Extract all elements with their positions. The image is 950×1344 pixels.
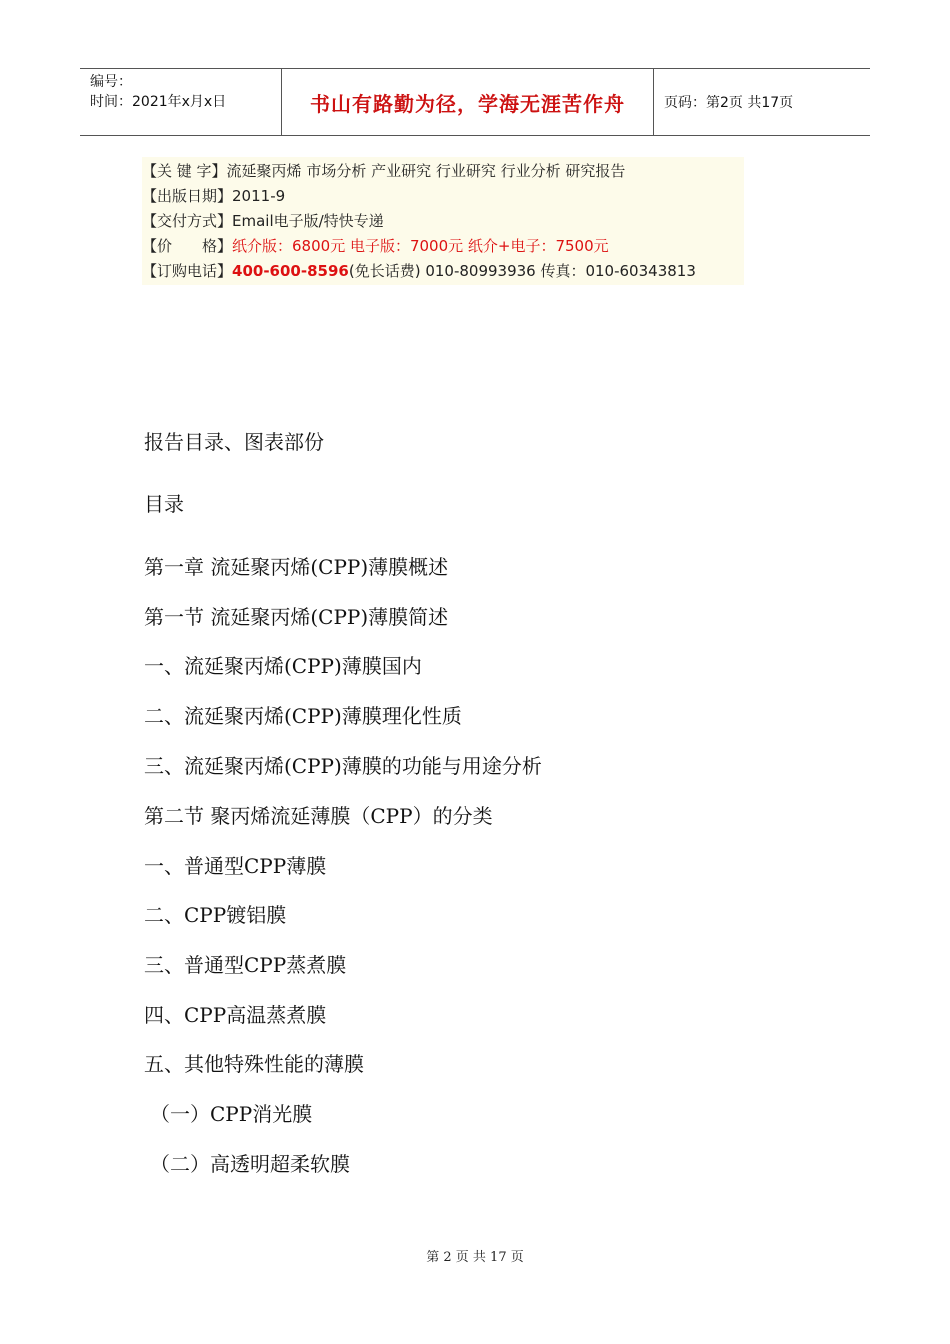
toc-item: 二、流延聚丙烯(CPP)薄膜理化性质 — [144, 704, 462, 728]
info-delivery: Email电子版/特快专递 — [232, 212, 384, 230]
info-price: 纸介版：6800元 电子版：7000元 纸介+电子：7500元 — [232, 237, 609, 255]
info-date: 2011-9 — [232, 187, 286, 205]
page-header — [80, 68, 870, 136]
info-delivery-label: 【交付方式】 — [142, 212, 233, 230]
toc-item: 三、流延聚丙烯(CPP)薄膜的功能与用途分析 — [144, 754, 542, 778]
toc-item: 一、流延聚丙烯(CPP)薄膜国内 — [144, 654, 422, 678]
toc-item: 一、普通型CPP薄膜 — [144, 854, 327, 878]
header-page-cell — [654, 69, 870, 135]
report-info-block — [142, 157, 744, 285]
info-phone-rest: (免长话费) 010-80993936 传真：010-60343813 — [348, 262, 696, 280]
toc-heading: 目录 — [144, 492, 184, 516]
info-phone-hotline: 400-600-8596 — [232, 262, 349, 280]
info-date-label: 【出版日期】 — [142, 187, 233, 205]
toc-item: 二、CPP镀铝膜 — [144, 903, 287, 927]
toc-item: 第一章 流延聚丙烯(CPP)薄膜概述 — [144, 555, 449, 579]
info-phone-row — [142, 260, 696, 282]
toc-item: 第二节 聚丙烯流延薄膜（CPP）的分类 — [144, 804, 493, 828]
info-keywords: 流延聚丙烯 市场分析 产业研究 行业研究 行业分析 研究报告 — [226, 162, 626, 180]
info-keywords-label: 【关 键 字】 — [142, 162, 227, 180]
info-phone-label: 【订购电话】 — [142, 262, 233, 280]
toc-item: 五、其他特殊性能的薄膜 — [144, 1052, 364, 1076]
document-time-label: 时间：2021年x月x日 — [90, 94, 227, 110]
info-price-row — [142, 235, 609, 257]
toc-item: 四、CPP高温蒸煮膜 — [144, 1003, 327, 1027]
header-meta-cell — [80, 69, 282, 135]
header-motto: 书山有路勤为径，学海无涯苦作舟 — [310, 91, 625, 116]
document-number-label: 编号： — [90, 74, 132, 90]
header-page-info: 页码：第2页 共17页 — [664, 95, 794, 111]
toc-item: （二）高透明超柔软膜 — [150, 1152, 350, 1176]
toc-item: 三、普通型CPP蒸煮膜 — [144, 953, 347, 977]
toc-item: 第一节 流延聚丙烯(CPP)薄膜简述 — [144, 605, 449, 629]
info-date-row — [142, 185, 285, 207]
info-keywords-row — [142, 160, 625, 182]
info-price-label: 【价 格】 — [142, 237, 233, 255]
info-delivery-row — [142, 210, 384, 232]
page-footer: 第 2 页 共 17 页 — [426, 1250, 524, 1265]
toc-section-title: 报告目录、图表部份 — [144, 430, 324, 454]
toc-item: （一）CPP消光膜 — [150, 1102, 313, 1126]
header-motto-cell — [282, 69, 654, 135]
